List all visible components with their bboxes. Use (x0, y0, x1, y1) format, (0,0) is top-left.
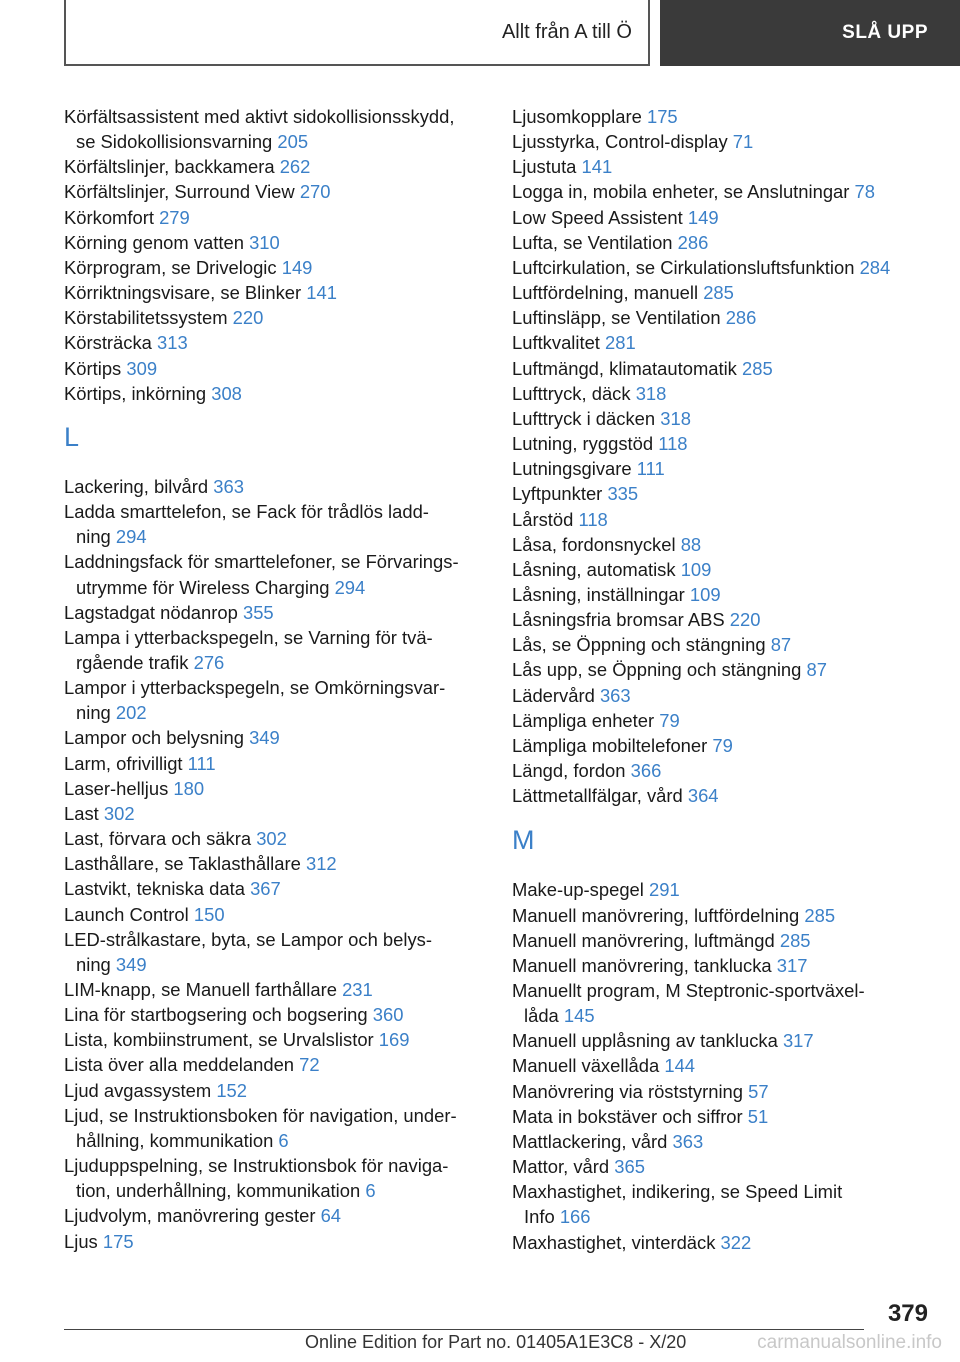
entry-text: Maxhastighet, vinterdäck (512, 1231, 716, 1253)
entry-text: Mattlackering, vård (512, 1130, 668, 1152)
index-entry (64, 927, 484, 977)
entry-text: Körfältslinjer, Surround View (64, 181, 295, 203)
page-link[interactable]: 286 (725, 307, 757, 329)
entry-text: Low Speed Assistent (512, 206, 683, 228)
page-link[interactable]: 365 (614, 1156, 645, 1178)
index-entry (512, 532, 932, 557)
entry-text: Lampa i ytterbackspegeln, se Varning för tvä- (64, 626, 433, 648)
entry-text: Låsning, inställningar (512, 583, 685, 605)
entry-text: Lättmetallfälgar, vård (512, 785, 683, 807)
entry-text: Lackering, bilvård (64, 475, 209, 497)
entry-text: rgående trafik (76, 651, 189, 673)
page-link[interactable]: 294 (115, 526, 147, 548)
page-link[interactable]: 149 (281, 256, 313, 278)
entry-text: Låsningsfria bromsar ABS (512, 609, 725, 631)
page-link[interactable]: 363 (599, 684, 631, 706)
page-link[interactable]: 291 (649, 879, 680, 901)
entry-text: Lufttryck, däck (512, 382, 631, 404)
index-entry (512, 406, 932, 431)
entry-text: Info (524, 1206, 555, 1228)
page-link[interactable]: 6 (365, 1180, 376, 1202)
index-entry (512, 205, 932, 230)
index-entry (512, 381, 932, 406)
index-entry (512, 582, 932, 607)
page-link[interactable]: 276 (193, 651, 225, 673)
entry-text: hållning, kommunikation (76, 1129, 274, 1151)
index-entry (512, 230, 932, 255)
page-link[interactable]: 220 (232, 307, 264, 329)
entry-text: Lasthållare, se Taklasthållare (64, 853, 301, 875)
page-link[interactable]: 302 (103, 802, 135, 824)
entry-text: Ljusstyrka, Control-display (512, 131, 728, 153)
page-link[interactable]: 262 (279, 156, 311, 178)
index-entry (64, 600, 484, 625)
entry-text: Lina för startbogsering och bogsering (64, 1004, 368, 1026)
page-link[interactable]: 87 (806, 659, 827, 681)
index-entry (64, 1103, 484, 1153)
index-entry (512, 1179, 932, 1229)
entry-text: Ljud, se Instruktionsboken för navigation, under- (64, 1104, 457, 1126)
index-entry (512, 657, 932, 682)
entry-text: Luftkvalitet (512, 332, 600, 354)
index-entry (512, 280, 932, 305)
page-link[interactable]: 285 (779, 929, 811, 951)
index-entry (64, 205, 484, 230)
page-link[interactable]: 150 (193, 903, 225, 925)
page-link[interactable]: 360 (372, 1004, 404, 1026)
entry-text: Mata in bokstäver och siffror (512, 1105, 743, 1127)
top-navigation (0, 0, 960, 66)
entry-text: Körriktningsvisare, se Blinker (64, 282, 302, 304)
index-entry (64, 499, 484, 549)
entry-text: Körsträcka (64, 332, 152, 354)
section-letter: L (64, 421, 80, 452)
entry-text: Lutning, ryggstöd (512, 433, 654, 455)
page-link[interactable]: 109 (689, 583, 721, 605)
entry-text: Maxhastighet, indikering, se Speed Limit (512, 1181, 843, 1203)
page-link[interactable]: 152 (216, 1079, 248, 1101)
entry-text: ning (76, 953, 111, 975)
page-link[interactable]: 302 (256, 828, 287, 850)
index-entry (64, 977, 484, 1002)
entry-text: Lädervård (512, 684, 595, 706)
entry-text: Ljusomkopplare (512, 106, 642, 127)
page-link[interactable]: 285 (804, 904, 836, 926)
entry-text: Manövrering via röststyrning (512, 1080, 743, 1102)
entry-text: låda (524, 1005, 559, 1027)
entry-text: Laddningsfack för smarttelefoner, se Förvarings- (64, 551, 459, 573)
entry-text: tion, underhållning, kommunikation (76, 1180, 361, 1202)
entry-text: Ljustuta (512, 156, 577, 178)
index-entry (512, 928, 932, 953)
page-link[interactable]: 294 (334, 576, 366, 598)
index-tab[interactable]: Allt från A till Ö (64, 0, 650, 66)
entry-text: Körprogram, se Drivelogic (64, 256, 277, 278)
index-entry (64, 1203, 484, 1228)
page-link[interactable]: 111 (636, 458, 665, 480)
index-entry (512, 607, 932, 632)
page-link[interactable]: 145 (563, 1005, 595, 1027)
footer-divider (64, 1329, 864, 1330)
index-entry (512, 733, 932, 758)
entry-text: Lista, kombiinstrument, se Urvalslistor (64, 1029, 374, 1051)
index-entry (64, 230, 484, 255)
entry-text: ning (76, 702, 111, 724)
page-link[interactable]: 149 (687, 206, 719, 228)
index-entry (512, 783, 932, 808)
entry-text: Lampor och belysning (64, 727, 244, 749)
page-link[interactable]: 79 (659, 709, 680, 731)
page-link[interactable]: 141 (306, 282, 337, 304)
index-entry (64, 625, 484, 675)
page-link[interactable]: 318 (635, 382, 667, 404)
index-entry (64, 549, 484, 599)
index-entry (512, 557, 932, 582)
index-entry (512, 708, 932, 733)
entry-text: Manuell växellåda (512, 1055, 660, 1077)
index-entry (64, 1229, 484, 1254)
index-entry (512, 1230, 932, 1255)
index-entry (64, 154, 484, 179)
index-entry (64, 255, 484, 280)
watermark: carmanualsonline.info (757, 1332, 942, 1353)
entry-text: Luftcirkulation, se Cirkulationsluftsfunktion (512, 256, 855, 278)
index-entry (64, 902, 484, 927)
index-entry (64, 356, 484, 381)
page-link[interactable]: 6 (278, 1129, 289, 1151)
page-link[interactable]: 51 (747, 1105, 769, 1127)
entry-text: Längd, fordon (512, 760, 626, 782)
index-entry (512, 129, 932, 154)
index-entry (64, 305, 484, 330)
page-link[interactable]: 87 (770, 634, 792, 656)
entry-text: Manuell manövrering, tanklucka (512, 954, 772, 976)
entry-text: Luftfördelning, manuell (512, 282, 699, 304)
page-link[interactable]: 231 (342, 979, 373, 1000)
entry-text: ning (76, 526, 111, 548)
index-entry (512, 431, 932, 456)
index-entry (64, 826, 484, 851)
page-link[interactable]: 313 (157, 332, 188, 354)
entry-text: Körning genom vatten (64, 231, 244, 253)
entry-text: Manuell upplåsning av tanklucka (512, 1030, 778, 1052)
index-entry (512, 456, 932, 481)
entry-text: Last, förvara och säkra (64, 828, 252, 850)
index-entry (512, 978, 932, 1028)
index-entry (512, 632, 932, 657)
index-entry (64, 725, 484, 750)
page-link[interactable]: 202 (115, 702, 147, 724)
page-link[interactable]: 166 (559, 1206, 591, 1228)
page-link[interactable]: 79 (712, 734, 733, 756)
entry-text: Körtips (64, 357, 122, 379)
page-link[interactable]: 366 (630, 760, 662, 782)
page-link[interactable]: 118 (578, 508, 608, 530)
page-link[interactable]: 220 (729, 609, 761, 631)
page-link[interactable]: 349 (115, 953, 147, 975)
page-link[interactable]: 284 (859, 256, 891, 278)
index-entry (512, 330, 932, 355)
page-link[interactable]: 109 (680, 558, 712, 580)
index-column-right (512, 104, 932, 1255)
entry-text: Körstabilitetssystem (64, 307, 228, 329)
index-entry (512, 104, 932, 129)
entry-text: Körfältslinjer, backkamera (64, 156, 275, 178)
entry-text: Lämpliga enheter (512, 709, 655, 731)
page-number: 379 (887, 1300, 928, 1327)
index-entry (64, 104, 484, 154)
entry-text: Lista över alla meddelanden (64, 1054, 295, 1076)
entry-text: Körfältsassistent med aktivt sidokollisionsskydd, (64, 106, 455, 127)
entry-text: Lås, se Öppning och stängning (512, 634, 766, 656)
index-entry (512, 1129, 932, 1154)
entry-text: Lufta, se Ventilation (512, 231, 673, 253)
index-entry (64, 280, 484, 305)
index-entry (64, 330, 484, 355)
index-entry (64, 876, 484, 901)
unlock-tab[interactable]: SLÅ UPP (660, 0, 960, 66)
page-link[interactable]: 309 (126, 357, 158, 379)
page-link[interactable]: 141 (581, 156, 613, 178)
entry-text: Körkomfort (64, 206, 154, 228)
index-entry (64, 776, 484, 801)
page-link[interactable]: 355 (242, 601, 274, 623)
index-entry (512, 179, 932, 204)
index-entry (64, 1002, 484, 1027)
index-entry (512, 877, 932, 902)
page-link[interactable]: 285 (742, 357, 773, 379)
index-entry (512, 1053, 932, 1078)
page-link[interactable]: 317 (782, 1030, 814, 1052)
entry-text: Lastvikt, tekniska data (64, 878, 245, 900)
page-link[interactable]: 144 (664, 1055, 696, 1077)
page-link[interactable]: 310 (249, 231, 280, 253)
page-link[interactable]: 64 (320, 1205, 342, 1227)
entry-text: Manuellt program, M Steptronic-sportväxel- (512, 980, 865, 1001)
index-entry (512, 356, 932, 381)
entry-text: Launch Control (64, 903, 189, 925)
index-entry (64, 1052, 484, 1077)
index-entry (64, 801, 484, 826)
index-entry (512, 1079, 932, 1104)
entry-text: Ljuduppspelning, se Instruktionsbok för naviga- (64, 1155, 449, 1177)
entry-text: Lufttryck i däcken (512, 407, 656, 429)
page-link[interactable]: 367 (250, 878, 281, 900)
index-entry (512, 481, 932, 506)
index-entry (512, 1104, 932, 1129)
page-link[interactable]: 318 (660, 407, 691, 429)
page-link[interactable]: 308 (211, 382, 242, 404)
index-column-left (64, 104, 484, 1254)
page-link[interactable]: 71 (732, 131, 754, 153)
entry-text: Logga in, mobila enheter, se Anslutningar (512, 181, 850, 203)
edition-text: Online Edition for Part no. 01405A1E3C8 - X/20 (305, 1332, 687, 1352)
page-link[interactable]: 88 (680, 533, 702, 555)
page-link[interactable]: 169 (378, 1029, 410, 1051)
entry-text: Lårstöd (512, 508, 574, 530)
section-letter: M (512, 825, 535, 856)
index-entry (64, 751, 484, 776)
page-link[interactable]: 118 (658, 433, 688, 455)
index-entry (64, 1078, 484, 1103)
entry-text: Laser-helljus (64, 777, 169, 799)
entry-text: Låsa, fordonsnyckel (512, 533, 676, 555)
page-link[interactable]: 335 (607, 483, 639, 505)
index-entry (512, 953, 932, 978)
page-link[interactable]: 279 (159, 206, 190, 228)
entry-text: Ljus (64, 1230, 98, 1252)
page-link[interactable]: 72 (299, 1054, 320, 1076)
entry-text: Make-up-spegel (512, 879, 644, 901)
page-link[interactable]: 175 (646, 106, 678, 127)
entry-text: Larm, ofrivilligt (64, 752, 183, 774)
page-link[interactable]: 180 (173, 777, 205, 799)
entry-text: utrymme för Wireless Charging (76, 576, 330, 598)
index-entry (512, 255, 932, 280)
page-link[interactable]: 281 (605, 332, 636, 354)
entry-text: Ljud avgassystem (64, 1079, 212, 1101)
index-entry (64, 1153, 484, 1203)
index-entry (512, 507, 932, 532)
index-entry (512, 903, 932, 928)
page-link[interactable]: 363 (213, 475, 244, 497)
entry-text: Lagstadgat nödanrop (64, 601, 238, 623)
page-link[interactable]: 175 (102, 1230, 134, 1252)
entry-text: Lyftpunkter (512, 483, 603, 505)
page-link[interactable]: 205 (277, 131, 309, 153)
page-link[interactable]: 363 (672, 1130, 704, 1152)
entry-text: Lås upp, se Öppning och stängning (512, 659, 802, 681)
entry-text: Lämpliga mobiltelefoner (512, 734, 708, 756)
index-entry (512, 758, 932, 783)
page-link[interactable]: 317 (776, 954, 808, 976)
entry-text: Ladda smarttelefon, se Fack för trådlös ladd- (64, 501, 429, 523)
entry-text: LED-strålkastare, byta, se Lampor och belys- (64, 928, 432, 950)
entry-text: Mattor, vård (512, 1156, 610, 1178)
entry-text: Luftmängd, klimatautomatik (512, 357, 737, 379)
entry-text: Låsning, automatisk (512, 558, 676, 580)
entry-text: Last (64, 802, 99, 824)
index-entry (512, 154, 932, 179)
index-entry (512, 305, 932, 330)
index-entry (512, 683, 932, 708)
page-link[interactable]: 349 (249, 727, 280, 749)
page-link[interactable]: 111 (187, 752, 216, 774)
index-entry (512, 1028, 932, 1053)
page-link[interactable]: 286 (677, 231, 709, 253)
entry-text: LIM-knapp, se Manuell farthållare (64, 979, 337, 1000)
index-entry (64, 474, 484, 499)
index-entry (64, 675, 484, 725)
entry-text: Ljudvolym, manövrering gester (64, 1205, 316, 1227)
index-entry (64, 381, 484, 406)
entry-text: Lutningsgivare (512, 458, 632, 480)
entry-text: Körtips, inkörning (64, 382, 207, 404)
page-link[interactable]: 78 (854, 181, 875, 203)
page-link[interactable]: 270 (299, 181, 331, 203)
entry-text: Luftinsläpp, se Ventilation (512, 307, 721, 329)
entry-text: Manuell manövrering, luftfördelning (512, 904, 800, 926)
page-link[interactable]: 312 (305, 853, 337, 875)
entry-text: se Sidokollisionsvarning (76, 131, 273, 153)
index-entry (64, 179, 484, 204)
entry-text: Lampor i ytterbackspegeln, se Omkörningsvar- (64, 677, 446, 699)
index-entry (64, 851, 484, 876)
page-link[interactable]: 285 (703, 282, 734, 304)
page-link[interactable]: 322 (720, 1231, 752, 1253)
page-link[interactable]: 364 (687, 785, 719, 807)
index-entry (512, 1154, 932, 1179)
entry-text: Manuell manövrering, luftmängd (512, 929, 775, 951)
index-entry (64, 1027, 484, 1052)
page-link[interactable]: 57 (748, 1080, 769, 1102)
